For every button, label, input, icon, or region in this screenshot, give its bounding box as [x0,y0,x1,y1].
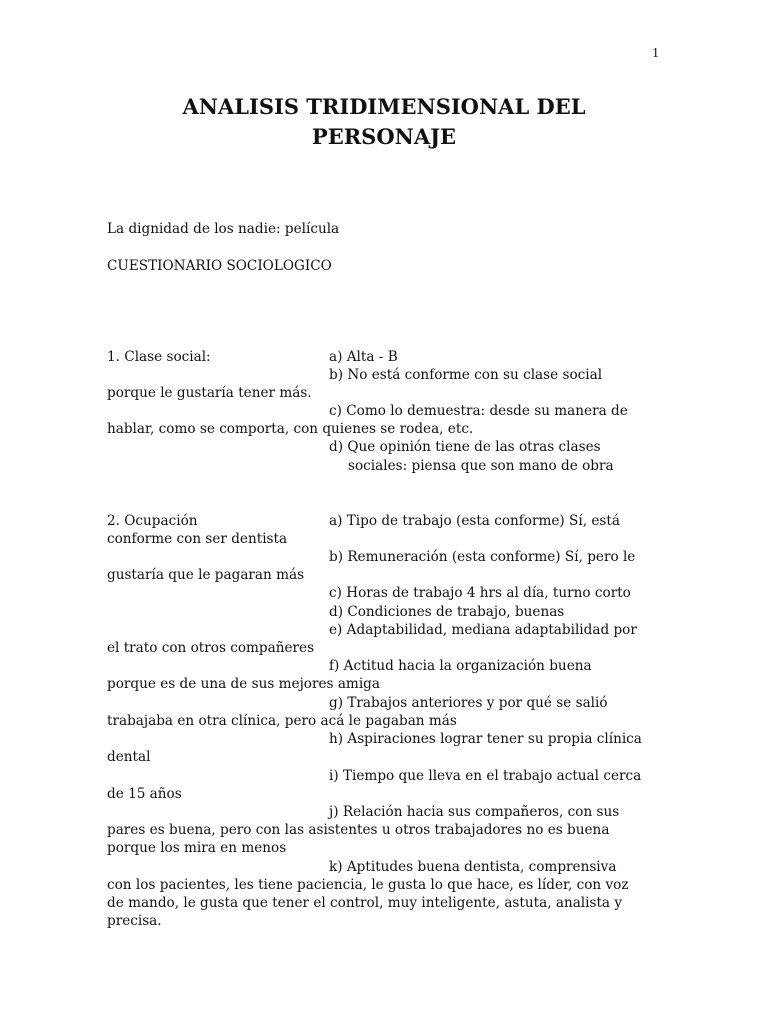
section2-item-e-cont: el trato con otros compañeres [107,640,315,656]
section2-item-j-cont1: pares es buena, pero con las asistentes u otros trabajadores no es buena [107,822,610,838]
title-line-2: PERSONAJE [311,124,457,149]
section1-item-a: a) Alta - B [329,349,398,365]
section2-item-d: d) Condiciones de trabajo, buenas [329,604,565,620]
section2-item-k-cont1: con los pacientes, les tiene paciencia, le gusta lo que hace, es líder, con voz [107,877,629,893]
section2-item-i-cont: de 15 años [107,786,182,802]
document-title [0,92,768,152]
section1-item-d-cont: sociales: piensa que son mano de obra [348,458,614,474]
section2-item-h: h) Aspiraciones lograr tener su propia clínica [329,731,642,747]
page-number: 1 [652,46,659,61]
film-line: La dignidad de los nadie: película [107,221,340,237]
section2-item-f: f) Actitud hacia la organización buena [329,658,592,674]
section1-item-c-cont: hablar, como se comporta, con quienes se rodea, etc. [107,421,474,437]
section2-item-g-cont: trabajaba en otra clínica, pero acá le pagaban más [107,713,457,729]
section2-item-a-cont: conforme con ser dentista [107,531,288,547]
questionnaire-heading: CUESTIONARIO SOCIOLOGICO [107,258,332,274]
section2-item-f-cont: porque es de una de sus mejores amiga [107,676,380,692]
section1-item-b: b) No está conforme con su clase social [329,367,603,383]
section2-item-k: k) Aptitudes buena dentista, comprensiva [329,859,617,875]
section2-item-h-cont: dental [107,749,151,765]
section1-item-c: c) Como lo demuestra: desde su manera de [329,403,628,419]
section2-item-g: g) Trabajos anteriores y por qué se salió [329,695,608,711]
title-line-1: ANALISIS TRIDIMENSIONAL DEL [182,94,586,119]
section2-item-k-cont2: de mando, le gusta que tener el control, muy inteligente, astuta, analista y [107,895,623,911]
section1-item-d: d) Que opinión tiene de las otras clases [329,439,601,455]
section2-item-b-cont: gustaría que le pagaran más [107,567,305,583]
section2-item-a: a) Tipo de trabajo (esta conforme) Sí, está [329,513,620,529]
section1-item-b-cont: porque le gustaría tener más. [107,385,312,401]
section2-item-k-cont3: precisa. [107,913,162,929]
section2-item-j: j) Relación hacia sus compañeros, con sus [329,804,620,820]
section2-item-c: c) Horas de trabajo 4 hrs al día, turno corto [329,585,631,601]
section2-item-i: i) Tiempo que lleva en el trabajo actual cerca [329,768,642,784]
section1-label: 1. Clase social: [107,349,211,365]
section2-label: 2. Ocupación [107,513,198,529]
section2-item-j-cont2: porque los mira en menos [107,840,287,856]
section2-item-b: b) Remuneración (esta conforme) Sí, pero le [329,549,636,565]
section2-item-e: e) Adaptabilidad, mediana adaptabilidad por [329,622,637,638]
